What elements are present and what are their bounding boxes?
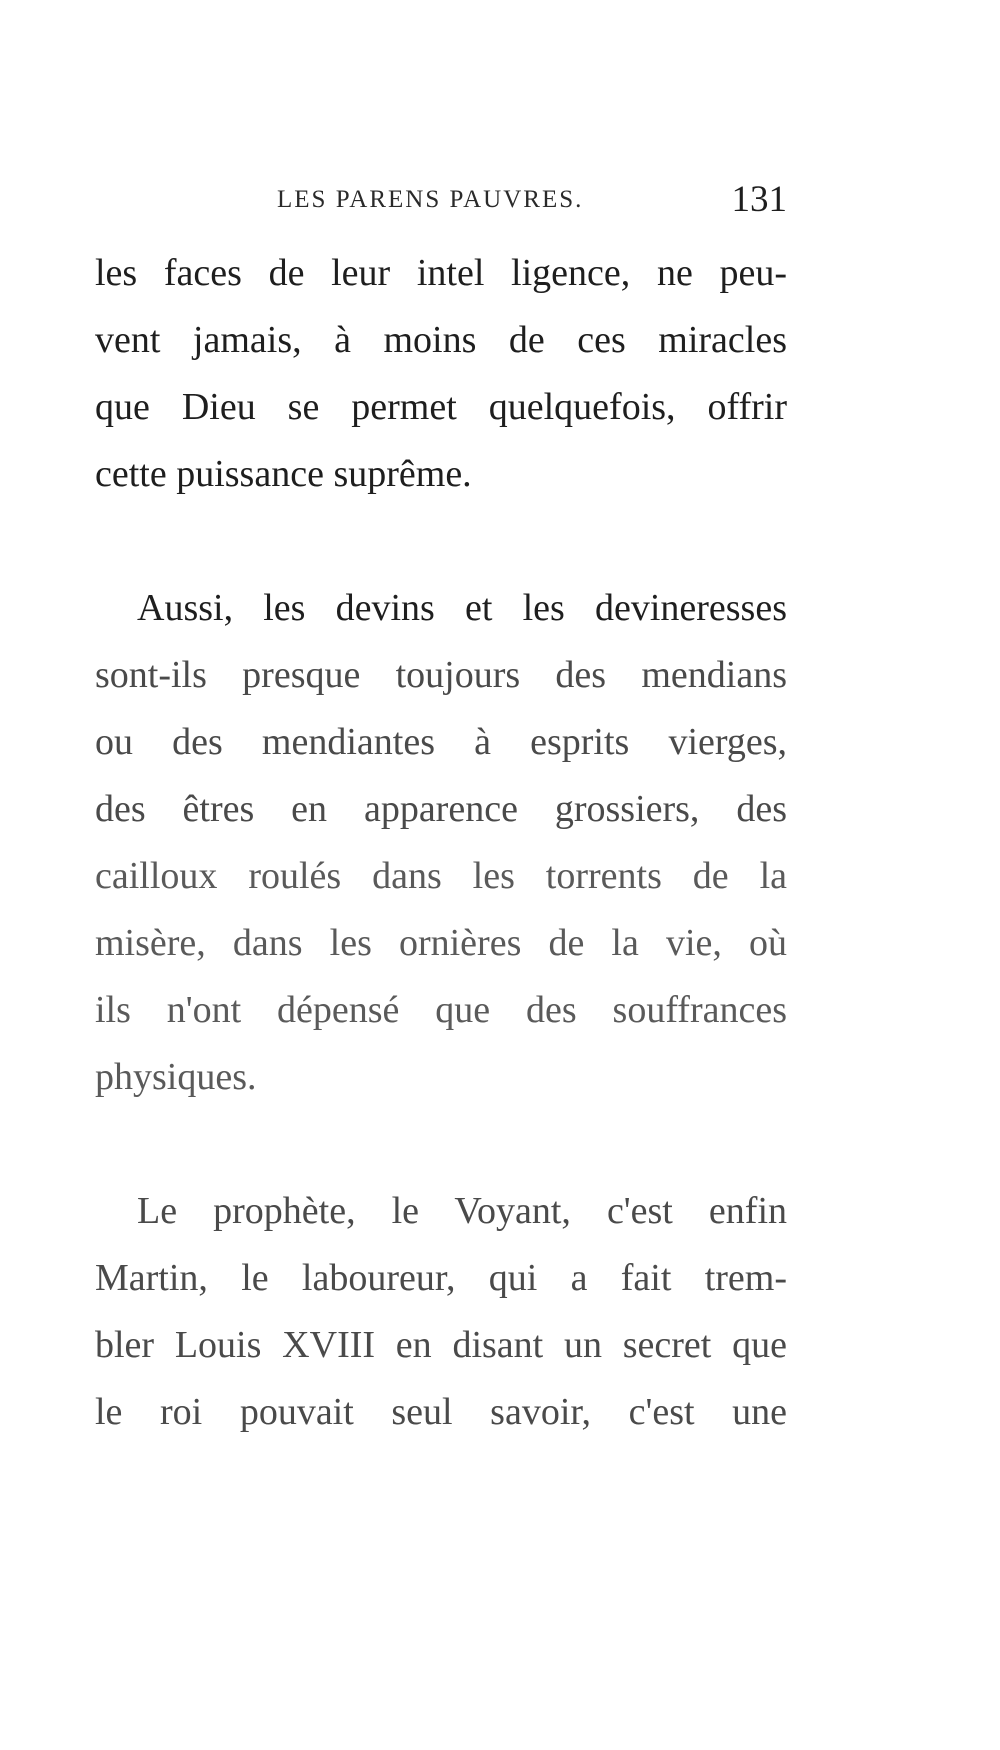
text-line: les faces de leur intel ligence, ne peu-: [95, 252, 787, 294]
text-line: Martin, le laboureur, qui a fait trem-: [95, 1257, 787, 1299]
text-line: cette puissance suprême.: [95, 453, 472, 495]
page-number: 131: [731, 179, 787, 220]
text-line: le roi pouvait seul savoir, c'est une: [95, 1391, 787, 1433]
paragraph-2: [95, 575, 787, 1111]
text-line: physiques.: [95, 1056, 257, 1098]
text-line: ou des mendiantes à esprits vierges,: [95, 721, 787, 763]
paragraph-3: [95, 1178, 787, 1446]
text-line: bler Louis XVIII en disant un secret que: [95, 1324, 787, 1366]
text-line: que Dieu se permet quelquefois, offrir: [95, 386, 787, 428]
text-line: sont-ils presque toujours des mendians: [95, 654, 787, 696]
text-line: cailloux roulés dans les torrents de la: [95, 855, 787, 897]
text-line: des êtres en apparence grossiers, des: [95, 788, 787, 830]
running-title: LES PARENS PAUVRES.: [277, 186, 584, 213]
running-head: [95, 178, 787, 228]
text-line: misère, dans les ornières de la vie, où: [95, 922, 787, 964]
body-text: [95, 240, 787, 1446]
text-line: vent jamais, à moins de ces miracles: [95, 319, 787, 361]
text-line: ils n'ont dépensé que des souffrances: [95, 989, 787, 1031]
paragraph-1: [95, 240, 787, 508]
text-line: Aussi, les devins et les devineresses: [137, 587, 787, 629]
text-line: Le prophète, le Voyant, c'est enfin: [137, 1190, 787, 1232]
